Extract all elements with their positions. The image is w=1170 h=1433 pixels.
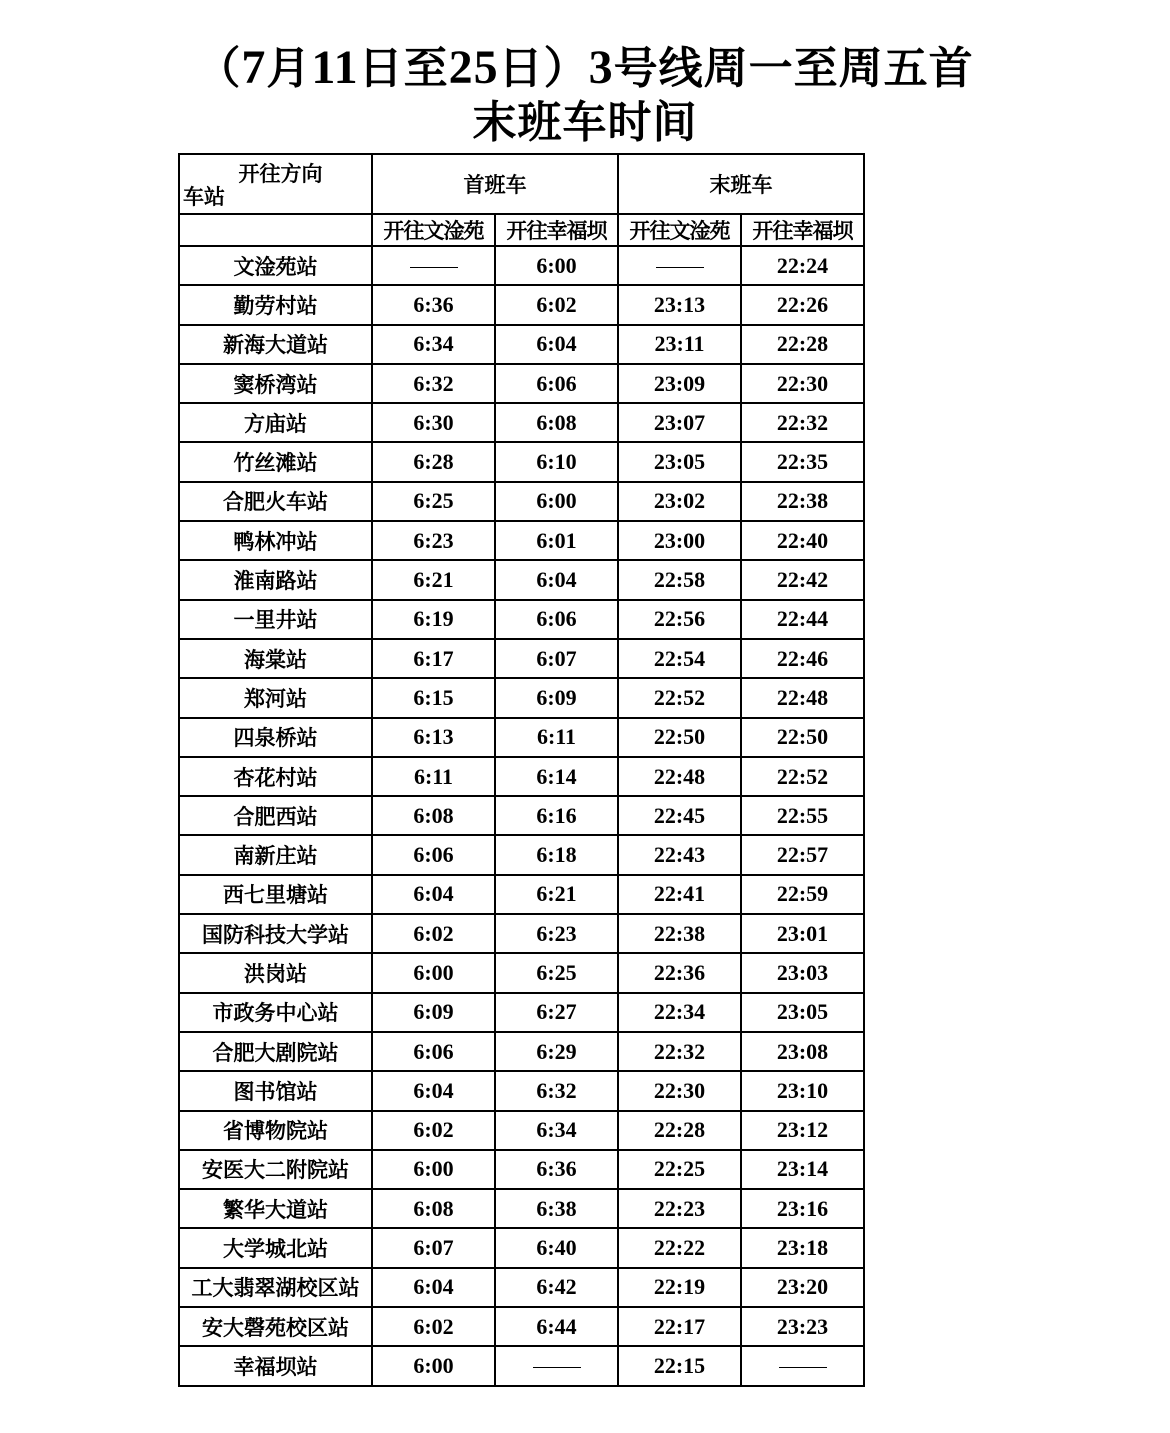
last-to-wenganyuan-cell: 23:07 xyxy=(618,403,741,442)
first-to-xingfuba-cell: 6:08 xyxy=(495,403,618,442)
no-service-dash xyxy=(656,267,704,268)
last-train-header: 末班车 xyxy=(618,154,864,214)
last-to-xingfuba-cell: 22:40 xyxy=(741,521,864,560)
title-day-to: 日至 xyxy=(358,43,449,94)
first-to-wenganyuan-cell: 6:04 xyxy=(372,875,495,914)
last-to-xingfuba-cell: 22:52 xyxy=(741,757,864,796)
last-to-xingfuba-cell: 22:46 xyxy=(741,639,864,678)
last-to-wenganyuan-cell: 22:50 xyxy=(618,718,741,757)
table-row xyxy=(179,285,864,324)
blank-header-cell xyxy=(179,214,372,246)
title-start-day: 11 xyxy=(311,41,359,94)
first-to-xingfuba-cell: 6:38 xyxy=(495,1189,618,1228)
first-to-xingfuba-cell: 6:23 xyxy=(495,914,618,953)
last-to-wenganyuan-cell: 22:17 xyxy=(618,1307,741,1346)
last-to-xingfuba-cell: 22:26 xyxy=(741,285,864,324)
header-row-groups xyxy=(179,154,864,214)
last-to-xingfuba-cell: 22:28 xyxy=(741,325,864,364)
last-to-wenganyuan-cell: 23:00 xyxy=(618,521,741,560)
title-paren-open: （ xyxy=(196,43,242,94)
table-row xyxy=(179,875,864,914)
table-row xyxy=(179,678,864,717)
last-to-xingfuba-cell: 23:23 xyxy=(741,1307,864,1346)
station-cell: 大学城北站 xyxy=(179,1228,372,1267)
first-to-xingfuba-cell: 6:14 xyxy=(495,757,618,796)
table-row xyxy=(179,1346,864,1385)
station-cell: 南新庄站 xyxy=(179,835,372,874)
last-to-xingfuba-cell: 22:30 xyxy=(741,364,864,403)
last-to-xingfuba-cell: 22:42 xyxy=(741,560,864,599)
last-to-wenganyuan-cell: 23:05 xyxy=(618,442,741,481)
first-to-wenganyuan-cell: 6:04 xyxy=(372,1071,495,1110)
last-to-xingfuba-cell: 23:03 xyxy=(741,953,864,992)
table-row xyxy=(179,521,864,560)
table-row xyxy=(179,325,864,364)
first-to-xingfuba-cell: 6:27 xyxy=(495,993,618,1032)
first-to-wenganyuan-cell: 6:11 xyxy=(372,757,495,796)
last-to-wenganyuan-cell: 22:25 xyxy=(618,1150,741,1189)
direction-label: 开往方向 xyxy=(238,162,323,186)
last-to-wenganyuan-cell: 22:22 xyxy=(618,1228,741,1267)
last-to-wenganyuan-cell: 22:23 xyxy=(618,1189,741,1228)
table-row xyxy=(179,1032,864,1071)
first-to-xingfuba-cell: 6:06 xyxy=(495,600,618,639)
first-to-xingfuba-cell: 6:29 xyxy=(495,1032,618,1071)
last-to-xingfuba-cell: 22:32 xyxy=(741,403,864,442)
last-to-xingfuba-cell: 22:24 xyxy=(741,246,864,285)
last-to-xingfuba-cell: 22:48 xyxy=(741,678,864,717)
last-to-wenganyuan-cell: 22:52 xyxy=(618,678,741,717)
last-to-xingfuba-cell xyxy=(741,1346,864,1385)
table-row xyxy=(179,1150,864,1189)
first-to-xingfuba-cell: 6:16 xyxy=(495,796,618,835)
no-service-dash xyxy=(779,1367,827,1368)
first-to-xingfuba-cell: 6:18 xyxy=(495,835,618,874)
last-to-xingfuba-cell: 23:14 xyxy=(741,1150,864,1189)
station-cell: 图书馆站 xyxy=(179,1071,372,1110)
last-to-wenganyuan-cell: 22:15 xyxy=(618,1346,741,1385)
last-to-wenganyuan-cell: 23:13 xyxy=(618,285,741,324)
first-to-wenganyuan-header: 开往文淦苑 xyxy=(372,214,495,246)
last-to-wenganyuan-cell: 22:32 xyxy=(618,1032,741,1071)
first-to-xingfuba-cell: 6:04 xyxy=(495,325,618,364)
first-to-wenganyuan-cell: 6:08 xyxy=(372,1189,495,1228)
table-row xyxy=(179,442,864,481)
title-line1-rest: 号线周一至周五首 xyxy=(613,43,974,94)
last-to-xingfuba-cell: 23:12 xyxy=(741,1111,864,1150)
last-to-wenganyuan-cell: 22:58 xyxy=(618,560,741,599)
page-title-line-1 xyxy=(0,40,1170,97)
first-to-xingfuba-cell: 6:36 xyxy=(495,1150,618,1189)
last-to-xingfuba-cell: 22:50 xyxy=(741,718,864,757)
last-to-wenganyuan-cell: 22:43 xyxy=(618,835,741,874)
station-cell: 窦桥湾站 xyxy=(179,364,372,403)
first-to-wenganyuan-cell: 6:25 xyxy=(372,482,495,521)
station-cell: 安大磬苑校区站 xyxy=(179,1307,372,1346)
last-to-wenganyuan-cell: 22:19 xyxy=(618,1268,741,1307)
station-cell: 鸭林冲站 xyxy=(179,521,372,560)
table-row xyxy=(179,1268,864,1307)
last-to-wenganyuan-cell: 22:30 xyxy=(618,1071,741,1110)
first-to-wenganyuan-cell: 6:34 xyxy=(372,325,495,364)
station-cell: 方庙站 xyxy=(179,403,372,442)
first-to-wenganyuan-cell: 6:36 xyxy=(372,285,495,324)
last-to-xingfuba-header: 开往幸福坝 xyxy=(741,214,864,246)
last-to-xingfuba-cell: 22:55 xyxy=(741,796,864,835)
title-day-close: 日） xyxy=(498,43,589,94)
last-to-wenganyuan-cell: 22:34 xyxy=(618,993,741,1032)
last-to-wenganyuan-cell: 23:11 xyxy=(618,325,741,364)
station-cell: 工大翡翠湖校区站 xyxy=(179,1268,372,1307)
last-to-xingfuba-cell: 23:10 xyxy=(741,1071,864,1110)
station-cell: 市政务中心站 xyxy=(179,993,372,1032)
station-cell: 文淦苑站 xyxy=(179,246,372,285)
no-service-dash xyxy=(410,267,458,268)
last-to-wenganyuan-cell: 22:28 xyxy=(618,1111,741,1150)
first-to-xingfuba-cell: 6:02 xyxy=(495,285,618,324)
station-cell: 一里井站 xyxy=(179,600,372,639)
last-to-wenganyuan-cell: 22:38 xyxy=(618,914,741,953)
station-cell: 勤劳村站 xyxy=(179,285,372,324)
no-service-dash xyxy=(533,1367,581,1368)
first-to-xingfuba-header: 开往幸福坝 xyxy=(495,214,618,246)
first-to-wenganyuan-cell: 6:28 xyxy=(372,442,495,481)
title-month-char: 月 xyxy=(266,43,312,94)
last-to-wenganyuan-cell: 23:02 xyxy=(618,482,741,521)
first-to-wenganyuan-cell: 6:17 xyxy=(372,639,495,678)
last-to-wenganyuan-header: 开往文淦苑 xyxy=(618,214,741,246)
timetable xyxy=(178,153,865,1387)
first-to-wenganyuan-cell: 6:15 xyxy=(372,678,495,717)
first-to-wenganyuan-cell: 6:06 xyxy=(372,1032,495,1071)
first-to-xingfuba-cell: 6:42 xyxy=(495,1268,618,1307)
station-cell: 洪岗站 xyxy=(179,953,372,992)
first-to-xingfuba-cell: 6:11 xyxy=(495,718,618,757)
station-label: 车站 xyxy=(183,185,225,209)
table-row xyxy=(179,1111,864,1150)
first-to-xingfuba-cell: 6:09 xyxy=(495,678,618,717)
first-to-xingfuba-cell: 6:25 xyxy=(495,953,618,992)
station-cell: 合肥大剧院站 xyxy=(179,1032,372,1071)
first-to-xingfuba-cell: 6:40 xyxy=(495,1228,618,1267)
first-to-wenganyuan-cell: 6:04 xyxy=(372,1268,495,1307)
first-to-wenganyuan-cell: 6:00 xyxy=(372,1150,495,1189)
first-to-xingfuba-cell: 6:04 xyxy=(495,560,618,599)
table-row xyxy=(179,914,864,953)
last-to-xingfuba-cell: 23:16 xyxy=(741,1189,864,1228)
first-to-wenganyuan-cell: 6:07 xyxy=(372,1228,495,1267)
station-cell: 合肥火车站 xyxy=(179,482,372,521)
table-row xyxy=(179,403,864,442)
last-to-xingfuba-cell: 23:05 xyxy=(741,993,864,1032)
title-month: 7 xyxy=(241,41,267,94)
title-line-number: 3 xyxy=(588,41,614,94)
last-to-xingfuba-cell: 23:18 xyxy=(741,1228,864,1267)
first-to-wenganyuan-cell: 6:02 xyxy=(372,914,495,953)
table-row xyxy=(179,718,864,757)
first-train-header: 首班车 xyxy=(372,154,618,214)
first-to-xingfuba-cell: 6:32 xyxy=(495,1071,618,1110)
last-to-wenganyuan-cell: 22:54 xyxy=(618,639,741,678)
first-to-wenganyuan-cell: 6:09 xyxy=(372,993,495,1032)
table-row xyxy=(179,1071,864,1110)
station-cell: 四泉桥站 xyxy=(179,718,372,757)
first-to-wenganyuan-cell: 6:06 xyxy=(372,835,495,874)
last-to-xingfuba-cell: 23:20 xyxy=(741,1268,864,1307)
first-to-wenganyuan-cell: 6:19 xyxy=(372,600,495,639)
table-row xyxy=(179,1307,864,1346)
table-row xyxy=(179,364,864,403)
last-to-xingfuba-cell: 22:35 xyxy=(741,442,864,481)
last-to-xingfuba-cell: 22:44 xyxy=(741,600,864,639)
station-cell: 国防科技大学站 xyxy=(179,914,372,953)
first-to-xingfuba-cell: 6:10 xyxy=(495,442,618,481)
first-to-xingfuba-cell: 6:00 xyxy=(495,482,618,521)
station-cell: 省博物院站 xyxy=(179,1111,372,1150)
station-cell: 新海大道站 xyxy=(179,325,372,364)
table-row xyxy=(179,757,864,796)
table-row xyxy=(179,639,864,678)
station-cell: 幸福坝站 xyxy=(179,1346,372,1385)
first-to-wenganyuan-cell: 6:32 xyxy=(372,364,495,403)
last-to-wenganyuan-cell: 22:48 xyxy=(618,757,741,796)
table-row xyxy=(179,1228,864,1267)
first-to-xingfuba-cell: 6:07 xyxy=(495,639,618,678)
first-to-xingfuba-cell: 6:34 xyxy=(495,1111,618,1150)
last-to-xingfuba-cell: 22:38 xyxy=(741,482,864,521)
table-row xyxy=(179,835,864,874)
station-cell: 海棠站 xyxy=(179,639,372,678)
first-to-wenganyuan-cell: 6:02 xyxy=(372,1111,495,1150)
station-cell: 淮南路站 xyxy=(179,560,372,599)
last-to-wenganyuan-cell: 22:41 xyxy=(618,875,741,914)
table-row xyxy=(179,953,864,992)
first-to-xingfuba-cell: 6:21 xyxy=(495,875,618,914)
first-to-wenganyuan-cell xyxy=(372,246,495,285)
table-row xyxy=(179,993,864,1032)
station-cell: 西七里塘站 xyxy=(179,875,372,914)
table-row xyxy=(179,246,864,285)
first-to-wenganyuan-cell: 6:30 xyxy=(372,403,495,442)
title-end-day: 25 xyxy=(448,41,499,94)
first-to-wenganyuan-cell: 6:23 xyxy=(372,521,495,560)
table-row xyxy=(179,600,864,639)
first-to-xingfuba-cell: 6:00 xyxy=(495,246,618,285)
first-to-xingfuba-cell: 6:01 xyxy=(495,521,618,560)
table-row xyxy=(179,560,864,599)
first-to-xingfuba-cell: 6:06 xyxy=(495,364,618,403)
last-to-xingfuba-cell: 22:59 xyxy=(741,875,864,914)
last-to-wenganyuan-cell: 23:09 xyxy=(618,364,741,403)
station-cell: 繁华大道站 xyxy=(179,1189,372,1228)
last-to-xingfuba-cell: 22:57 xyxy=(741,835,864,874)
page-title-line-2: 末班车时间 xyxy=(472,97,698,148)
table-row xyxy=(179,796,864,835)
table-row xyxy=(179,1189,864,1228)
last-to-xingfuba-cell: 23:01 xyxy=(741,914,864,953)
station-cell: 合肥西站 xyxy=(179,796,372,835)
station-cell: 杏花村站 xyxy=(179,757,372,796)
first-to-wenganyuan-cell: 6:02 xyxy=(372,1307,495,1346)
last-to-wenganyuan-cell: 22:36 xyxy=(618,953,741,992)
first-to-wenganyuan-cell: 6:08 xyxy=(372,796,495,835)
station-cell: 竹丝滩站 xyxy=(179,442,372,481)
last-to-wenganyuan-cell: 22:45 xyxy=(618,796,741,835)
station-cell: 安医大二附院站 xyxy=(179,1150,372,1189)
table-row xyxy=(179,482,864,521)
last-to-xingfuba-cell: 23:08 xyxy=(741,1032,864,1071)
corner-header-cell xyxy=(179,154,372,214)
station-cell: 郑河站 xyxy=(179,678,372,717)
first-to-wenganyuan-cell: 6:21 xyxy=(372,560,495,599)
first-to-xingfuba-cell: 6:44 xyxy=(495,1307,618,1346)
header-row-directions xyxy=(179,214,864,246)
first-to-wenganyuan-cell: 6:00 xyxy=(372,1346,495,1385)
first-to-xingfuba-cell xyxy=(495,1346,618,1385)
first-to-wenganyuan-cell: 6:13 xyxy=(372,718,495,757)
last-to-wenganyuan-cell xyxy=(618,246,741,285)
last-to-wenganyuan-cell: 22:56 xyxy=(618,600,741,639)
first-to-wenganyuan-cell: 6:00 xyxy=(372,953,495,992)
